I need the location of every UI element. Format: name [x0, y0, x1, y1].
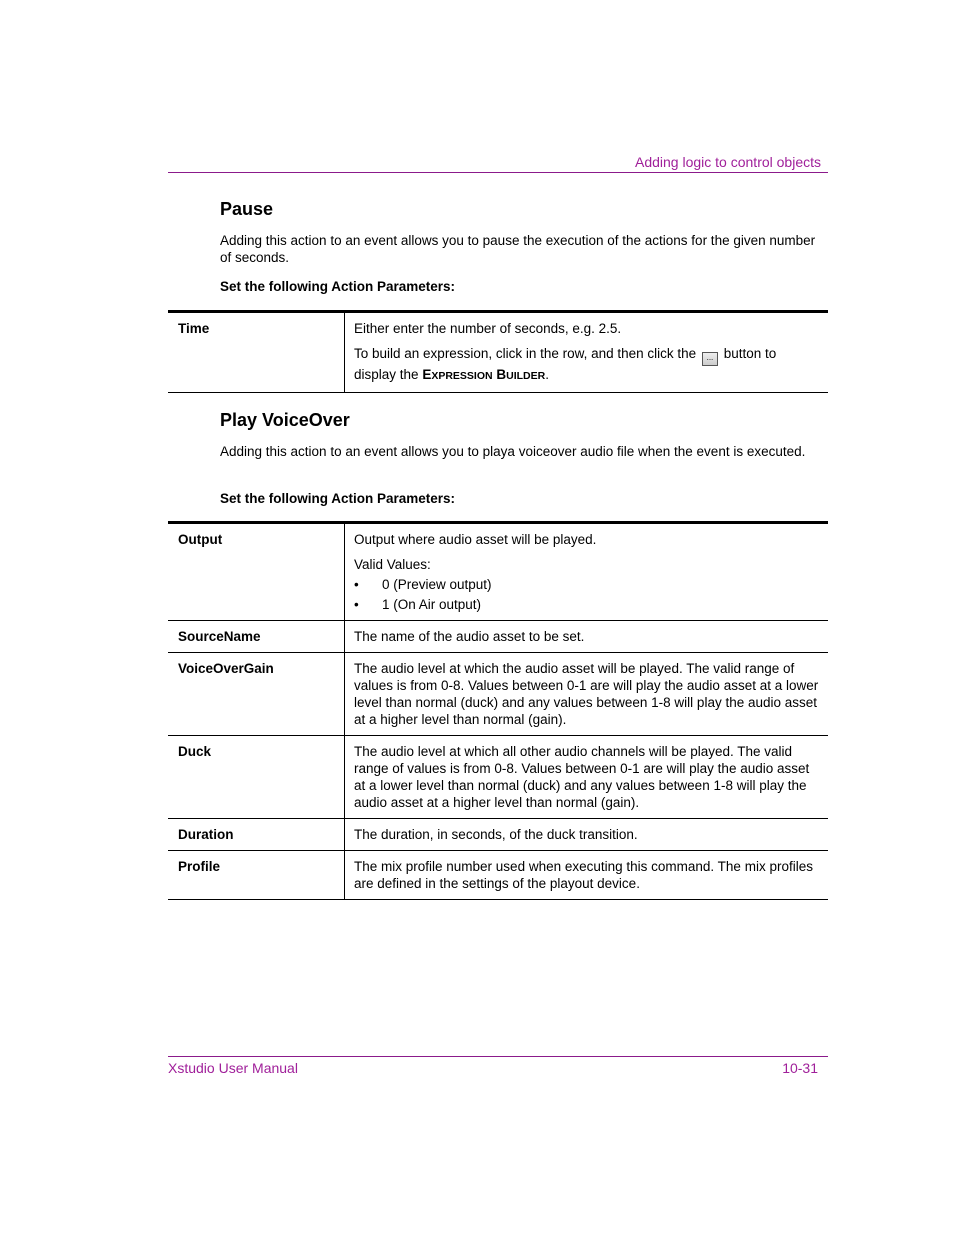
- param-description: The duration, in seconds, of the duck transition.: [354, 827, 638, 842]
- table-row: [168, 524, 828, 621]
- param-name: Output: [168, 524, 345, 621]
- param-description: The mix profile number used when executing this command. The mix profiles are defined in the settings of the playout device.: [354, 859, 813, 891]
- voiceover-params-table: [168, 524, 828, 900]
- running-header: Adding logic to control objects: [635, 154, 821, 170]
- section-title: Play VoiceOver: [220, 410, 350, 430]
- expression-builder-button-icon: ...: [702, 352, 718, 366]
- table-row: [168, 851, 828, 900]
- param-description: [345, 313, 829, 393]
- pause-intro-block: [220, 232, 820, 266]
- table-row: [168, 653, 828, 736]
- param-description: [345, 524, 829, 621]
- expression-builder-name: EXPRESSION BUILDER: [422, 367, 546, 382]
- param-name: SourceName: [168, 621, 345, 653]
- table-row: [168, 736, 828, 819]
- list-item-text: 1 (On Air output): [382, 597, 482, 612]
- list-item: [354, 596, 819, 613]
- desc-text: button to display the: [354, 346, 777, 382]
- params-label: Set the following Action Parameters:: [220, 279, 456, 294]
- pause-params-table: [168, 313, 828, 393]
- param-desc-line: Either enter the number of seconds, e.g. 2.5.: [354, 321, 622, 336]
- params-label: Set the following Action Parameters:: [220, 491, 456, 506]
- desc-text: To build an expression, click in the row, and then click the: [354, 346, 697, 361]
- pause-params-label-block: [220, 278, 820, 295]
- header-rule: [168, 172, 828, 173]
- section-intro: Adding this action to an event allows you to pause the execution of the actions for the given number of seconds.: [220, 233, 816, 265]
- pause-section: [220, 198, 820, 220]
- table-row: [168, 819, 828, 851]
- voiceover-section: [220, 409, 820, 431]
- param-name: Duck: [168, 736, 345, 819]
- param-desc-line: Output where audio asset will be played.: [354, 532, 597, 547]
- table-row: [168, 621, 828, 653]
- param-description: The audio level at which all other audio channels will be played. The valid range of values is from 0-8. Values between 0-1 are will play the audio asset at a lower level than normal (duck) and any values between 1-8 will play the audio asset at a higher level than normal (gain).: [354, 744, 810, 810]
- manual-title: Xstudio User Manual: [168, 1060, 298, 1076]
- bullet-icon: •: [354, 577, 359, 592]
- param-description: The audio level at which the audio asset will be played. The valid range of values is from 0-8. Values between 0-1 are will play the audio asset at a lower level than normal (duck) and any values between 1-8 will play the audio asset at a higher level than normal (gain).: [354, 661, 819, 727]
- voiceover-intro-block: [220, 443, 820, 460]
- param-name: VoiceOverGain: [168, 653, 345, 736]
- page-number: 10-31: [782, 1060, 818, 1076]
- param-description: The name of the audio asset to be set.: [354, 629, 585, 644]
- table-row: [168, 313, 828, 393]
- param-name: Profile: [168, 851, 345, 900]
- list-item-text: 0 (Preview output): [382, 577, 492, 592]
- section-title: Pause: [220, 199, 274, 219]
- list-item: [354, 576, 819, 593]
- valid-values-label: Valid Values:: [354, 557, 431, 572]
- param-name: Duration: [168, 819, 345, 851]
- bullet-icon: •: [354, 597, 359, 612]
- param-name: Time: [168, 313, 345, 393]
- section-intro: Adding this action to an event allows you to playa voiceover audio file when the event is executed.: [220, 444, 806, 459]
- footer-rule: [168, 1056, 828, 1057]
- voiceover-params-label-block: [220, 490, 820, 507]
- param-desc-line: To build an expression, click in the row, and then click the ... button to display the EXPRESSION BUILDER.: [354, 346, 777, 382]
